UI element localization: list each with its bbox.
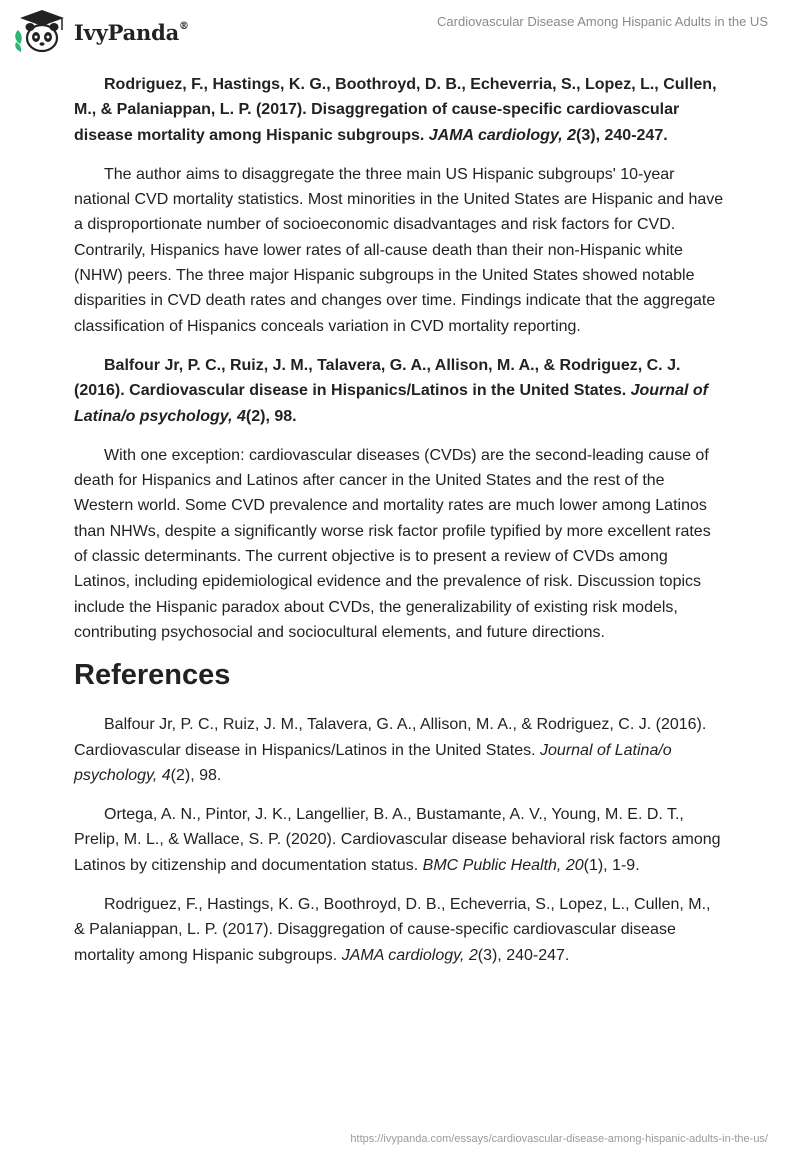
reference-entry: Ortega, A. N., Pintor, J. K., Langellier, B. A., Bustamante, A. V., Young, M. E. D. T., Prelip, M. L., & Wallace, S. P. (2020). Cardiovascular disease behavioral risk factors among Latinos by citizenship and documentation status. BMC Public Health, 20(1), 1-9. <box>74 806 721 874</box>
document-title: Cardiovascular Disease Among Hispanic Adults in the US <box>437 14 768 29</box>
source-citation: Rodriguez, F., Hastings, K. G., Boothroyd, D. B., Echeverria, S., Lopez, L., Cullen, M., & Palaniappan, L. P. (2017). Disaggregation of cause-specific cardiovascular disease mortality among Hispanic subgroups. JAMA cardiology, 2(3), 240-247. <box>74 76 717 144</box>
source-summary: The author aims to disaggregate the three main US Hispanic subgroups' 10-year national CVD mortality statistics. Most minorities in the United States are Hispanic and have a disproportionate number of socioeconomic disadvantages and risk factors for CVD. Contrarily, Hispanics have lower rates of all-cause death than their non-Hispanic white (NHW) peers. The three major Hispanic subgroups in the United States showed notable disparities in CVD death rates and changes over time. Findings indicate that the aggregate classification of Hispanics conceals variation in CVD mortality reporting. <box>74 165 724 335</box>
source-summary: With one exception: cardiovascular diseases (CVDs) are the second-leading cause of death for Hispanics and Latinos after cancer in the United States and the rest of the Western world. Some CVD prevalence and mortality rates are much lower among Latinos than NHWs, despite a significantly worse risk factor profile typified by more excellent rates of classic determinants. The current objective is to present a review of CVDs among Latinos, including epidemiological evidence and the prevalence of risk. Discussion topics include the Hispanic paradox about CVDs, the generalizability of existing risk models, contributing psychosocial and sociocultural elements, and future directions. <box>74 446 711 641</box>
panda-graduate-icon <box>12 8 72 56</box>
source-url-link[interactable]: https://ivypanda.com/essays/cardiovascular-disease-among-hispanic-adults-in-the-us/ <box>350 1133 768 1145</box>
reference-entry: Rodriguez, F., Hastings, K. G., Boothroyd, D. B., Echeverria, S., Lopez, L., Cullen, M., & Palaniappan, L. P. (2017). Disaggregation of cause-specific cardiovascular disease mortality among Hispanic subgroups. JAMA cardiology, 2(3), 240-247. <box>74 896 711 964</box>
references-heading: References <box>74 659 231 692</box>
page-header <box>0 0 800 62</box>
essay-content <box>74 72 724 982</box>
reference-entry: Balfour Jr, P. C., Ruiz, J. M., Talavera, G. A., Allison, M. A., & Rodriguez, C. J. (2016). Cardiovascular disease in Hispanics/Latinos in the United States. Journal of Latina/o psychology, 4(2), 98. <box>74 716 707 784</box>
source-citation: Balfour Jr, P. C., Ruiz, J. M., Talavera, G. A., Allison, M. A., & Rodriguez, C. J. (2016). Cardiovascular disease in Hispanics/Latinos in the United States. Journal of Latina/o psychology, 4(2), 98. <box>74 356 708 425</box>
brand-name: IvyPanda® <box>74 19 189 45</box>
ivypanda-logo[interactable] <box>12 8 189 56</box>
